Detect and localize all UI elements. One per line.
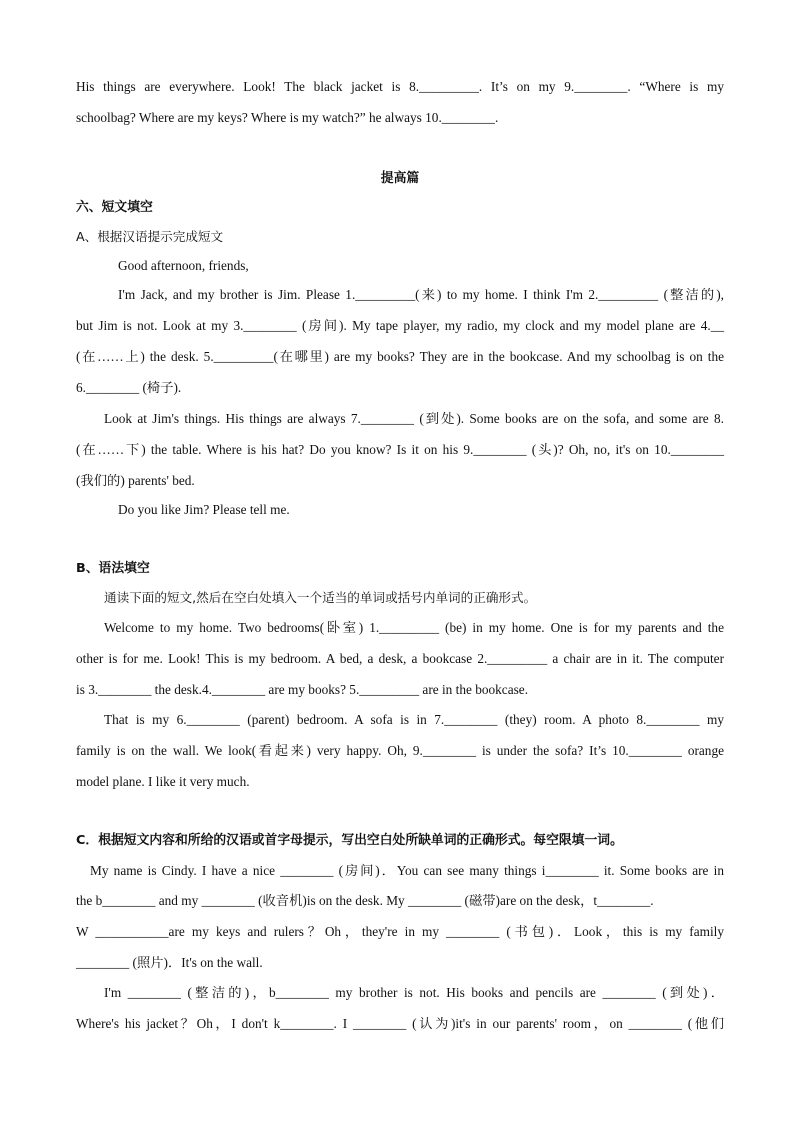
text-line: the b________ and my ________ (收音机)is on the desk. My ________ (磁带)are on the desk，t________.	[76, 893, 654, 908]
text-line: Where's his jacket？Oh，I don't k________. I ________ (认为)it's in our parents' room，on ________ (他们	[76, 1016, 724, 1031]
section-heading: 六、短文填空	[76, 200, 153, 215]
text-line: That is my 6.________ (parent) bedroom. A sofa is in 7.________ (they) room. A photo 8.________ my	[104, 712, 724, 727]
text-line: His things are everywhere. Look! The black jacket is 8._________. It’s on my 9.________. “Where is my	[76, 79, 724, 94]
subsection-heading: C．根据短文内容和所给的汉语或首字母提示，写出空白处所缺单词的正确形式。每空限填一词。	[76, 833, 623, 848]
text-line: is 3.________ the desk.4.________ are my books? 5._________ are in the bookcase.	[76, 682, 529, 697]
section-title: 提高篇	[380, 171, 420, 186]
text-line: (在……上) the desk. 5._________(在哪里) are my books? They are in the bookcase. And my schoolbag is on the	[76, 349, 724, 364]
text-line: model plane. I like it very much.	[76, 774, 250, 789]
text-line: family is on the wall. We look(看起来) very happy. Oh, 9.________ is under the sofa? It’s 10.________ orange	[76, 743, 724, 758]
text-line: but Jim is not. Look at my 3.________ (房间). My tape player, my radio, my clock and my model plane are 4.__	[76, 318, 724, 333]
text-line: Look at Jim's things. His things are always 7.________ (到处). Some books are on the sofa, and some are 8.	[104, 411, 724, 426]
subsection-heading: B、语法填空	[76, 561, 150, 576]
text-line: (在……下) the table. Where is his hat? Do you know? Is it on his 9.________ (头)? Oh, no, it's on 10.________	[76, 442, 724, 457]
text-line: Do you like Jim? Please tell me.	[118, 502, 290, 517]
instruction: 通读下面的短文,然后在空白处填入一个适当的单词或括号内单词的正确形式。	[104, 590, 537, 605]
text-line: Welcome to my home. Two bedrooms(卧室) 1._________ (be) in my home. One is for my parents and the	[104, 620, 724, 635]
text-line: My name is Cindy. I have a nice ________ (房间)．You can see many things i________ it. Some books are in	[90, 863, 724, 878]
text-line: (我们的) parents' bed.	[76, 473, 195, 488]
text-line: schoolbag? Where are my keys? Where is my watch?” he always 10.________.	[76, 110, 499, 125]
text-line: other is for me. Look! This is my bedroom. A bed, a desk, a bookcase 2._________ a chair are in it. The computer	[76, 651, 724, 666]
text-line: Good afternoon, friends,	[118, 258, 249, 273]
text-line: ________ (照片)．It's on the wall.	[76, 955, 263, 970]
text-line: I'm Jack, and my brother is Jim. Please 1._________(来) to my home. I think I'm 2._________ (整洁的),	[118, 287, 724, 302]
text-line: I'm ________ (整洁的)，b________ my brother is not. His books and pencils are ________ (到处)．	[104, 985, 724, 1000]
text-line: W ___________are my keys and rulers？Oh，they're in my ________ (书包)．Look，this is my family	[76, 924, 724, 939]
subsection-heading: A、根据汉语提示完成短文	[76, 229, 224, 244]
text-line: 6.________ (椅子).	[76, 380, 182, 395]
